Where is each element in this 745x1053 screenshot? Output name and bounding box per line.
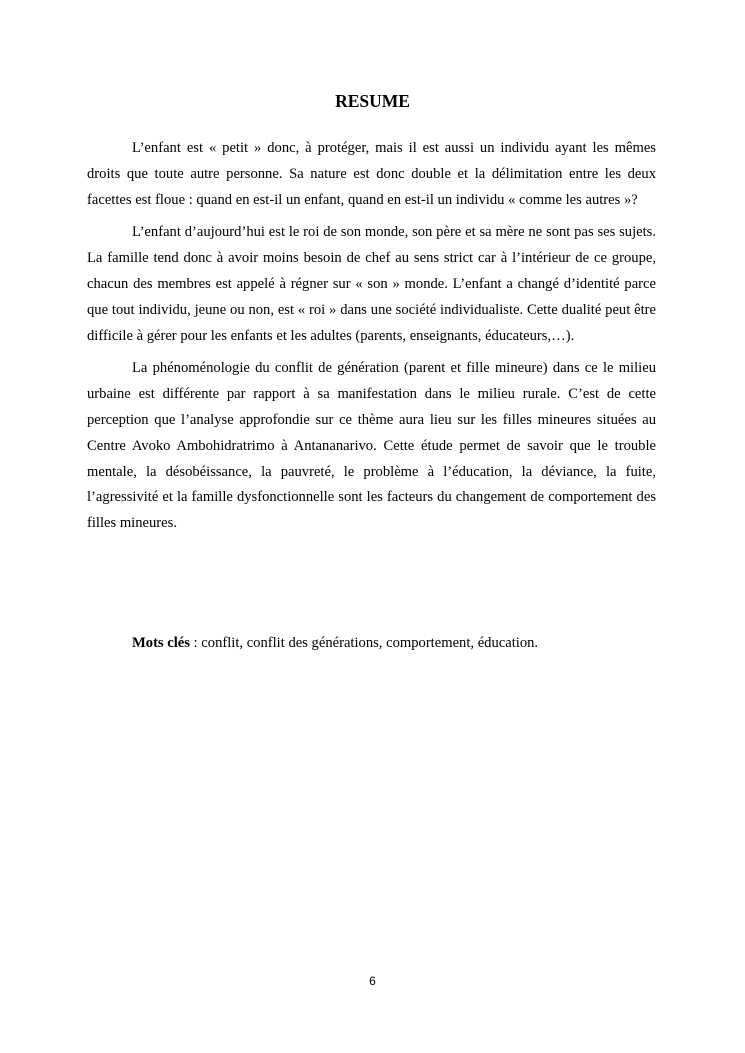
page-title: RESUME — [335, 91, 410, 111]
keywords-text: : conflit, conflit des générations, comportement, éducation. — [189, 635, 539, 651]
paragraph-1: L’enfant est « petit » donc, à protéger, mais il est aussi un individu ayant les mêmes droits que toute autre personne. Sa nature est donc double et la délimitation entre les deux facettes est floue : quand en est-il un enfant, quand en est-il un individu « comme les autres »? — [87, 140, 656, 208]
paragraph-3: La phénoménologie du conflit de génération (parent et fille mineure) dans ce le milieu urbaine est différente par rapport à sa manifestation dans le milieu rurale. C’est de cette perception que l’analyse approfondie sur ce thème aura lieu sur les filles mineures situées au Centre Avoko Ambohidratrimo à Antananarivo. Cette étude permet de savoir que le trouble mentale, la désobéissance, la pauvreté, le problème à l’éducation, la déviance, la fuite, l’agressivité et la famille dysfonctionnelle sont les facteurs du changement de comportement des filles mineures. — [87, 360, 656, 532]
keywords-line — [87, 631, 656, 657]
paragraph-2: L’enfant d’aujourd’hui est le roi de son monde, son père et sa mère ne sont pas ses sujets. La famille tend donc à avoir moins besoin de chef au sens strict car à l’intérieur de ce groupe, chacun des membres est appelé à régner sur « son » monde. L’enfant a changé d’identité parce que tout individu, jeune ou non, est « roi » dans une société individualiste. Cette dualité peut être difficile à gérer pour les enfants et les adultes (parents, enseignants, éducateurs,…). — [87, 224, 656, 344]
keywords-label: Mots clés — [132, 635, 190, 651]
page-number: 6 — [369, 974, 376, 988]
abstract-body — [87, 136, 656, 537]
